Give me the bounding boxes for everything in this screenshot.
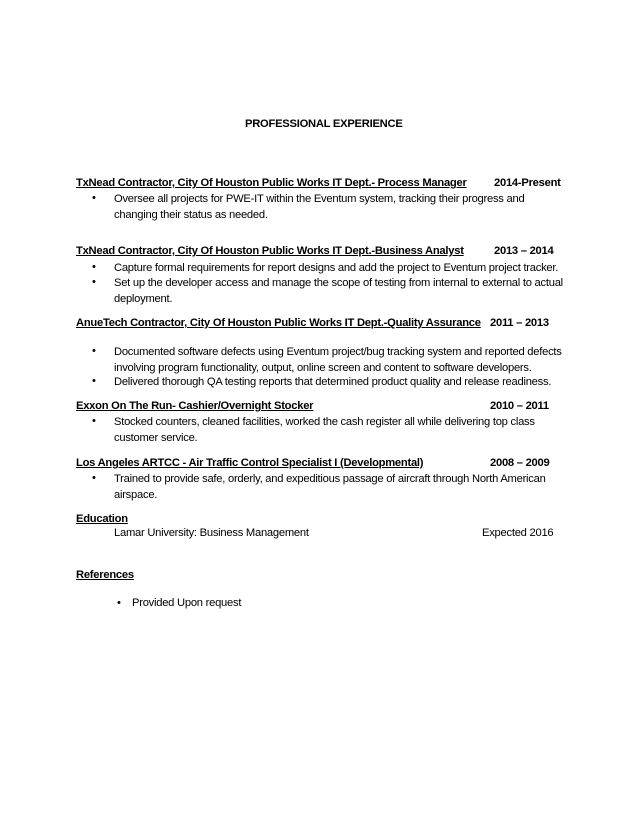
education-school: Lamar University: Business Management	[114, 527, 309, 539]
job-bullet: Oversee all projects for PWE-IT within the Eventum system, tracking their progress and changing their status as needed.	[114, 193, 525, 221]
bullet-icon: •	[92, 472, 96, 484]
job-bullet: Capture formal requirements for report designs and add the project to Eventum project tracker.	[114, 262, 559, 274]
section-heading-references: References	[76, 569, 134, 581]
job-title: TxNead Contractor, City Of Houston Public Works IT Dept.- Process Manager	[76, 177, 467, 189]
job-bullet: Documented software defects using Eventum project/bug tracking system and reported defects involving program functionality, output, online screen and content to software developers.	[114, 346, 562, 374]
job-title: AnueTech Contractor, City Of Houston Public Works IT Dept.-Quality Assurance	[76, 317, 481, 329]
bullet-icon: •	[92, 276, 96, 288]
job-bullet: Stocked counters, cleaned facilities, worked the cash register all while delivering top class customer service.	[114, 416, 535, 444]
job-title: Los Angeles ARTCC - Air Traffic Control Specialist I (Developmental)	[76, 457, 424, 469]
job-title: Exxon On The Run- Cashier/Overnight Stocker	[76, 400, 314, 412]
job-bullet: Trained to provide safe, orderly, and expeditious passage of aircraft through North American airspace.	[114, 473, 546, 501]
section-heading-education: Education	[76, 513, 128, 525]
references-item: Provided Upon request	[132, 597, 242, 609]
job-dates: 2010 – 2011	[490, 400, 549, 412]
bullet-icon: •	[117, 597, 121, 609]
bullet-icon: •	[92, 192, 96, 204]
job-dates: 2014-Present	[494, 177, 561, 189]
job-title: TxNead Contractor, City Of Houston Public Works IT Dept.-Business Analyst	[76, 245, 464, 257]
job-dates: 2008 – 2009	[490, 457, 550, 469]
bullet-icon: •	[92, 261, 96, 273]
bullet-icon: •	[92, 415, 96, 427]
bullet-icon: •	[92, 375, 96, 387]
job-dates: 2013 – 2014	[494, 245, 554, 257]
job-dates: 2011 – 2013	[490, 317, 549, 329]
job-bullet: Set up the developer access and manage the scope of testing from internal to external to actual deployment.	[114, 277, 563, 305]
education-expected: Expected 2016	[482, 527, 554, 539]
job-bullet: Delivered thorough QA testing reports that determined product quality and release readiness.	[114, 376, 552, 388]
section-heading-professional-experience: PROFESSIONAL EXPERIENCE	[245, 118, 403, 130]
bullet-icon: •	[92, 345, 96, 357]
